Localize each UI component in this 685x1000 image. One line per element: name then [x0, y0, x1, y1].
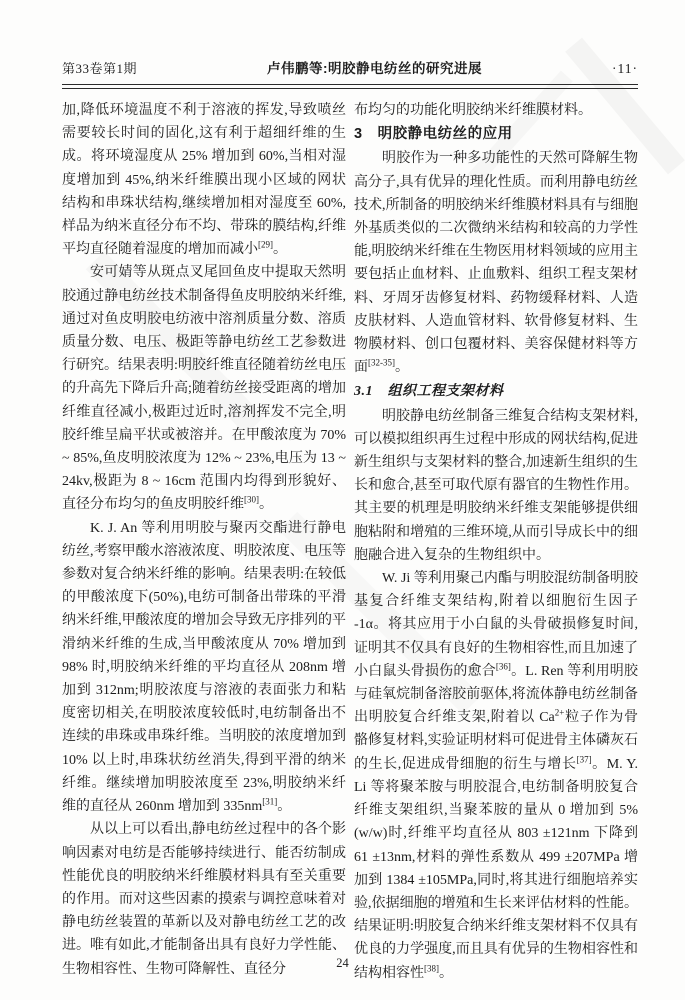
- page-header: [62, 57, 638, 77]
- text-run: 。: [439, 965, 453, 981]
- citation-ref: [38]: [424, 962, 439, 973]
- paragraph: [354, 567, 638, 985]
- text-run: 。: [259, 497, 273, 513]
- text-run: 3 明胶静电纺丝的应用: [354, 126, 513, 143]
- citation-ref: [37]: [576, 754, 592, 765]
- text-run: 从以上可以看出,静电纺丝过程中的各个影响因素对电纺是否能够持续进行、能否纺制成性能优良的明胶纳米纤维膜材料具有至关重要的作用。而对这些因素的摸索与调控意味着对静电纺丝装置的革新以及对静电纺丝工艺的改进。唯有如此,才能制备出具有良好力学性能、生物相容性、生物可降解性、直径分: [62, 822, 346, 977]
- text-run: 。: [395, 360, 409, 376]
- left-column: [62, 99, 346, 985]
- volume-issue: 第33卷第1期: [62, 61, 138, 76]
- text-run: 。L. Ren 等利用明胶与硅氧烷制备溶胶前驱体,将流体静电纺丝制备出明胶复合纤维支架,附着以 Ca: [354, 663, 639, 726]
- text-run: 布均匀的功能化明胶纳米纤维膜材料。: [354, 103, 592, 118]
- paragraph: [354, 147, 638, 379]
- subsection-heading: [354, 380, 638, 403]
- citation-ref: [36]: [495, 661, 511, 672]
- text-run: W. Ji 等利用聚己内酯与明胶混纺制备明胶基复合纤维支架结构,附着以细胞衍生因子 -1α。将其应用于小白鼠的头骨破损修复时间,证明其不仅具有良好的生物相容性,而且加速了小白鼠头骨损伤的愈合: [354, 571, 638, 679]
- page-number: 24: [336, 956, 349, 970]
- text-run: 加,降低环境温度不利于溶液的挥发,导致喷丝需要较长时间的固化,这有利于超细纤维的生成。将环境湿度从 25% 增加到 60%,当相对湿度增加到 45%,纳米纤维膜出现小区域的网状结构和串珠状结构,继续增加相对湿度至 60%,样品为纳米直径分布不均、带珠的膜结构,纤维平均直径随着湿度的增加而减小: [62, 103, 346, 258]
- right-column: [354, 99, 638, 985]
- paragraph: [354, 99, 638, 122]
- text-run: 。: [273, 242, 287, 258]
- section-heading: [354, 123, 638, 146]
- header-page-marker: ·11·: [611, 61, 638, 76]
- citation-ref: [29]: [258, 239, 273, 250]
- running-title: 卢伟鹏等:明胶静电纺丝的研究进展: [267, 61, 482, 76]
- paragraph: [62, 261, 346, 516]
- text-run: 明胶静电纺丝制备三维复合结构支架材料,可以模拟组织再生过程中形成的网状结构,促进新生组织与支架材料的整合,加速新生组织的生长和愈合,甚至可取代原有器官的生物性作用。其主要的机理是明胶纳米纤维支架能够提供细胞粘附和增殖的三维环境,从而引导成长中的细胞融合进入复杂的生物组织中。: [354, 408, 638, 563]
- citation-ref: 2+: [554, 707, 565, 718]
- citation-ref: [30]: [244, 494, 259, 505]
- citation-ref: [31]: [262, 796, 278, 807]
- page-footer: [0, 956, 685, 971]
- paragraph: [354, 405, 638, 567]
- text-run: K. J. An 等利用明胶与聚丙交酯进行静电纺丝,考察甲酸水溶液浓度、明胶浓度、电压等参数对复合纳米纤维的影响。结果表明:在较低的甲酸浓度下(50%),电纺可制备出带珠的平滑纳米纤维,甲酸浓度的增加会导致无序排列的平滑纳米纤维的生成,当甲酸浓度从 70% 增加到 98% 时,明胶纳米纤维的平均直径从 208nm 增加到 312nm;明胶浓度与溶液的表面张力和粘度密切相关,在明胶浓度较低时,电纺制备出不连续的串珠或串珠纤维。当明胶的浓度增加到 10% 以上时,串珠状纺丝消失,得到平滑的纳米纤维。继续增加明胶浓度至 23%,明胶纳米纤维的直径从 260nm 增加到 335nm: [62, 520, 346, 815]
- paragraph: [62, 99, 346, 261]
- text-run: 安可婧等从斑点叉尾回鱼皮中提取天然明胶通过静电纺丝技术制备得鱼皮明胶纳米纤维,通过对鱼皮明胶电纺液中溶剂质量分数、溶质质量分数、电压、极距等静电纺丝工艺参数进行研究。结果表明:明胶纤维直径随着纺丝电压的升高先下降后升高;随着纺丝接受距离的增加纤维直径减小,极距过近时,溶剂挥发不完全,明胶纤维呈扁平状或被溶并。在甲酸浓度为 70% ~ 85%,鱼皮明胶浓度为 12% ~ 23%,电压为 13 ~ 24kv,极距为 8 ~ 16cm 范围内均得到形貌好、直径分布均匀的鱼皮明胶纤维: [62, 265, 346, 513]
- header-rule: [62, 84, 638, 89]
- text-run: 。M. Y. Li 等将聚苯胺与明胶混合,电纺制备明胶复合纤维支架组织,当聚苯胺的量从 0 增加到 5%(w/w)时,纤维平均直径从 803 ±121nm 下降到 61 ±13nm,材料的弹性系数从 499 ±207MPa 增加到 1384 ±105MPa,同时,将其进行细胞培养实验,依据细胞的增殖和生长来评估材料的性能。结果证明:明胶复合纳米纤维支架材料不仅具有优良的力学强度,而且具有优异的生物相容性和结构相容性: [354, 756, 639, 981]
- text-run: 。: [277, 799, 292, 815]
- citation-ref: [32-35]: [368, 357, 395, 368]
- two-column-body: [62, 99, 638, 985]
- text-run: 粒子作为骨骼修复材料,实验证明材料可促进骨主体磷灰石的生长,促进成骨细胞的衍生与增长: [354, 710, 638, 772]
- text-run: 3.1 组织工程支架材料: [354, 384, 504, 400]
- text-run: 明胶作为一种多功能性的天然可降解生物高分子,具有优异的理化性质。而利用静电纺丝技术,所制备的明胶纳米纤维膜材料具有与细胞外基质类似的二次微纳米结构和较高的力学性能,明胶纳米纤维在生物医用材料领域的应用主要包括止血材料、止血敷料、组织工程支架材料、牙周牙齿修复材料、药物缓释材料、人造皮肤材料、人造血管材料、软骨修复材料、生物膜材料、创口包覆材料、美容保健材料等方面: [354, 151, 638, 376]
- paragraph: [62, 517, 346, 819]
